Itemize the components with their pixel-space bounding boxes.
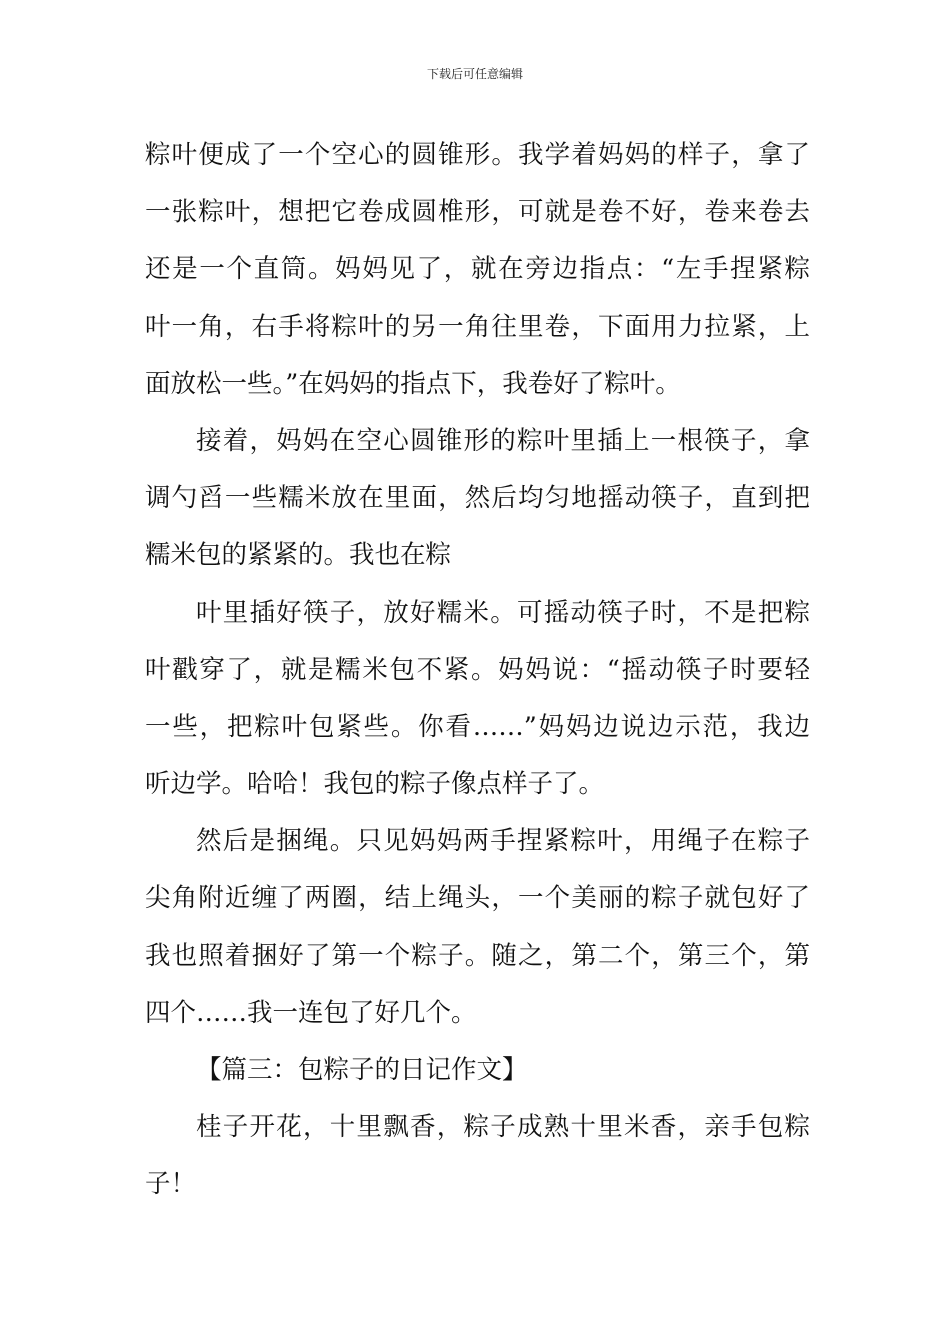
text-line: 调勺舀一些糯米放在里面，然后均匀地摇动筷子，直到把 bbox=[145, 483, 810, 514]
text-line: 叶里插好筷子，放好糯米。可摇动筷子时，不是把粽 bbox=[196, 597, 810, 628]
text-line: 糯米包的紧紧的。我也在粽 bbox=[145, 540, 452, 571]
text-line: 【篇三：包粽子的日记作文】 bbox=[196, 1055, 528, 1085]
text-line: 桂子开花，十里飘香，粽子成熟十里米香，亲手包粽 bbox=[196, 1112, 810, 1143]
text-line: 尖角附近缠了两圈，结上绳头，一个美丽的粽子就包好了 bbox=[145, 883, 810, 914]
document-body bbox=[145, 127, 810, 1214]
text-line: 我也照着捆好了第一个粽子。随之，第二个，第三个，第 bbox=[145, 940, 810, 971]
text-line: 四个……我一连包了好几个。 bbox=[145, 997, 477, 1028]
text-line: 一些，把粽叶包紧些。你看……”妈妈边说边示范，我边 bbox=[145, 711, 810, 742]
text-line: 听边学。哈哈！我包的粽子像点样子了。 bbox=[145, 769, 605, 800]
page-header: 下载后可任意编辑 bbox=[426, 67, 523, 81]
text-line: 叶一角，右手将粽叶的另一角往里卷，下面用力拉紧，上 bbox=[145, 311, 810, 342]
text-line: 还是一个直筒。妈妈见了，就在旁边指点：“左手捏紧粽 bbox=[145, 254, 810, 285]
text-line: 然后是捆绳。只见妈妈两手捏紧粽叶，用绳子在粽子 bbox=[196, 826, 810, 857]
text-line: 接着，妈妈在空心圆锥形的粽叶里插上一根筷子，拿 bbox=[196, 425, 810, 456]
text-line: 粽叶便成了一个空心的圆锥形。我学着妈妈的样子，拿了 bbox=[145, 140, 810, 170]
text-line: 面放松一些。”在妈妈的指点下，我卷好了粽叶。 bbox=[145, 368, 681, 399]
text-line: 一张粽叶，想把它卷成圆椎形，可就是卷不好，卷来卷去 bbox=[145, 197, 810, 228]
text-line: 叶戳穿了，就是糯米包不紧。妈妈说：“摇动筷子时要轻 bbox=[145, 654, 810, 685]
text-line: 子！ bbox=[145, 1169, 197, 1200]
